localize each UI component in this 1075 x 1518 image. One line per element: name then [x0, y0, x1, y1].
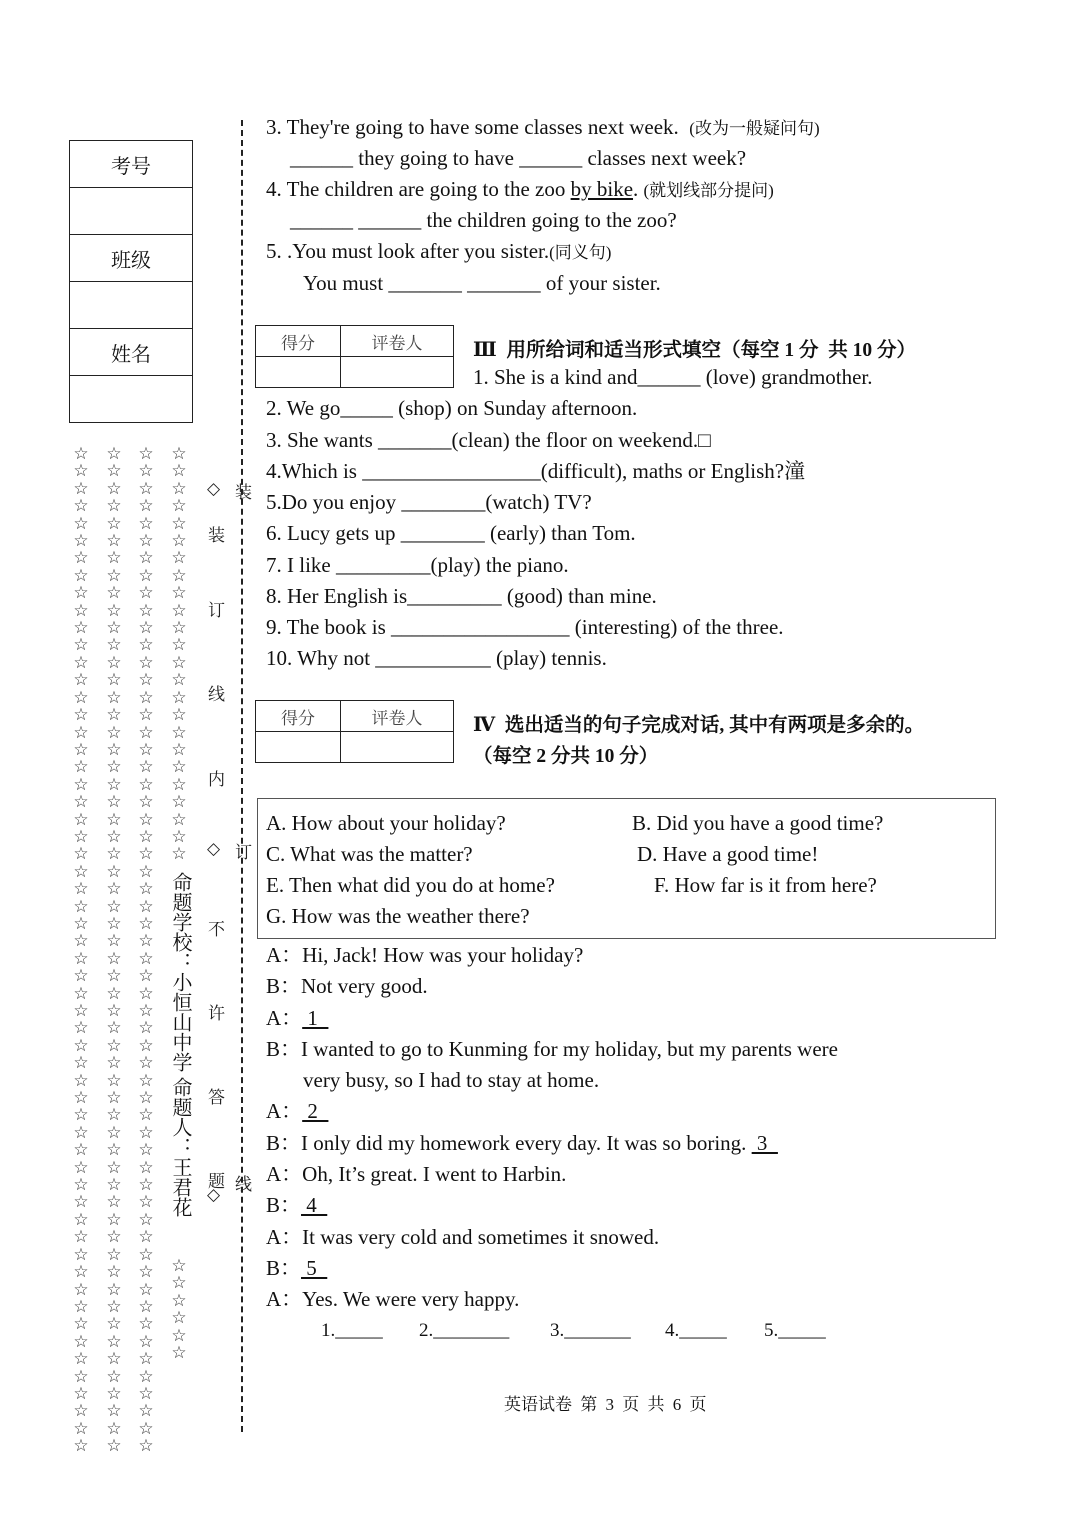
binding-dashed-line	[241, 120, 243, 1432]
binding-char: 答	[208, 1088, 225, 1107]
dialogue-line	[266, 1036, 838, 1062]
utterance: I wanted to go to Kunming for my holiday, but my parents were	[301, 1037, 838, 1061]
option-f: F. How far is it from here?	[654, 873, 877, 897]
utterance: Yes. We were very happy.	[302, 1287, 520, 1311]
answer-slot-4[interactable]: 4._____	[665, 1320, 727, 1341]
utterance: Not very good.	[301, 974, 428, 998]
class-field[interactable]	[70, 282, 193, 329]
option-b: B. Did you have a good time?	[632, 811, 884, 835]
binding-char: 订	[208, 601, 225, 620]
speaker: A：	[266, 1162, 303, 1186]
speaker: B：	[266, 1131, 302, 1155]
grader-cell[interactable]	[341, 357, 454, 388]
class-label: 班级	[70, 235, 193, 282]
s3-item-2: 2. We go_____ (shop) on Sunday afternoon.	[266, 396, 638, 420]
dialogue-line	[266, 973, 428, 999]
score-table-section4	[255, 700, 454, 763]
dialogue-line	[266, 1161, 566, 1187]
answer-blank-3[interactable]: 3	[751, 1131, 778, 1155]
speaker: A：	[266, 1006, 303, 1030]
binding-char: 装	[208, 526, 225, 545]
speaker: A：	[266, 943, 303, 967]
page-footer: 英语试卷 第 3 页 共 6 页	[504, 1395, 707, 1414]
dialogue-line	[266, 1098, 328, 1124]
answer-blank-5[interactable]: 5	[301, 1256, 328, 1280]
dialogue-line	[266, 1005, 328, 1031]
speaker: A：	[266, 1225, 303, 1249]
score-header: 得分	[256, 701, 341, 732]
exam-number-field[interactable]	[70, 188, 193, 235]
option-c: C. What was the matter?	[266, 842, 473, 866]
option-a: A. How about your holiday?	[266, 811, 506, 835]
q4-line1	[266, 176, 774, 204]
dialogue-line	[266, 1130, 778, 1156]
star-border-col-3: ☆☆☆☆☆☆☆☆☆☆☆☆☆☆☆☆☆☆☆☆☆☆☆☆☆☆☆☆☆☆☆☆☆☆☆☆☆☆☆☆☆☆☆☆☆☆☆☆☆☆☆☆☆☆☆☆☆☆	[138, 444, 154, 1457]
speaker: A：	[266, 1287, 303, 1311]
q3-sentence: 3. They're going to have some classes next week.	[266, 115, 679, 139]
name-field[interactable]	[70, 376, 193, 423]
s3-item-5: 5.Do you enjoy ________(watch) TV?	[266, 490, 592, 514]
option-d: D. Have a good time!	[637, 842, 819, 866]
binding-char: 装	[235, 483, 252, 502]
option-e: E. Then what did you do at home?	[266, 873, 555, 897]
speaker: B：	[266, 974, 302, 998]
q5-note: (同义句)	[549, 243, 612, 262]
s3-item-8: 8. Her English is_________ (good) than mine.	[266, 584, 657, 608]
dialogue-line: very busy, so I had to stay at home.	[303, 1068, 600, 1092]
binding-char: 订	[235, 843, 252, 862]
utterance: It was very cold and sometimes it snowed.	[302, 1225, 660, 1249]
student-info-table	[69, 140, 193, 423]
star-border-col-1: ☆☆☆☆☆☆☆☆☆☆☆☆☆☆☆☆☆☆☆☆☆☆☆☆☆☆☆☆☆☆☆☆☆☆☆☆☆☆☆☆☆☆☆☆☆☆☆☆☆☆☆☆☆☆☆☆☆☆	[73, 444, 89, 1457]
q5-line2: You must _______ _______ of your sister.	[303, 271, 661, 295]
speaker: B：	[266, 1256, 302, 1280]
s3-item-6: 6. Lucy gets up ________ (early) than Tom.	[266, 521, 636, 545]
name-label: 姓名	[70, 329, 193, 376]
section4-title-line2: （每空 2 分共 10 分）	[473, 746, 659, 767]
q4-underlined: by bike	[570, 177, 634, 201]
utterance: Oh, It’s great. I went to Harbin.	[302, 1162, 567, 1186]
binding-char: ◇	[207, 479, 221, 498]
grader-header: 评卷人	[341, 701, 454, 732]
binding-char: ◇	[207, 839, 221, 858]
answer-blank-4[interactable]: 4	[301, 1193, 328, 1217]
q4-period: .	[633, 177, 639, 201]
dialogue-line	[266, 1255, 327, 1281]
grader-header: 评卷人	[341, 326, 454, 357]
answer-blank-2[interactable]: 2	[302, 1099, 329, 1123]
star-border-col-4: ☆☆☆☆☆☆☆☆☆☆☆☆☆☆☆☆☆☆☆☆☆☆☆☆	[171, 446, 187, 865]
school-author-vertical: 命题学校：小恒山中学 命题人：王君花	[169, 872, 191, 1217]
utterance: Hi, Jack! How was your holiday?	[302, 943, 584, 967]
answer-blank-1[interactable]: 1	[302, 1006, 329, 1030]
binding-char: 许	[208, 1004, 225, 1023]
section3-title: Ⅲ 用所给词和适当形式填空（每空 1 分 共 10 分）	[473, 340, 916, 361]
s3-item-10: 10. Why not ___________ (play) tennis.	[266, 646, 607, 670]
score-table-section3	[255, 325, 454, 388]
answer-slot-3[interactable]: 3._______	[550, 1320, 631, 1341]
star-border-col-2: ☆☆☆☆☆☆☆☆☆☆☆☆☆☆☆☆☆☆☆☆☆☆☆☆☆☆☆☆☆☆☆☆☆☆☆☆☆☆☆☆☆☆☆☆☆☆☆☆☆☆☆☆☆☆☆☆☆☆	[106, 444, 122, 1457]
q4-sentence: 4. The children are going to the zoo	[266, 177, 571, 201]
q3-line2: ______ they going to have ______ classes next week?	[290, 146, 747, 170]
binding-char: 题	[208, 1172, 225, 1191]
score-cell[interactable]	[256, 732, 341, 763]
q4-line2: ______ ______ the children going to the zoo?	[290, 208, 677, 232]
binding-char: ◇	[207, 1185, 221, 1204]
score-cell[interactable]	[256, 357, 341, 388]
binding-char: 不	[208, 920, 225, 939]
s3-item-7: 7. I like _________(play) the piano.	[266, 553, 569, 577]
binding-char: 内	[208, 770, 225, 789]
score-header: 得分	[256, 326, 341, 357]
dialogue-line	[266, 1224, 659, 1250]
speaker: A：	[266, 1099, 303, 1123]
q5-line1	[266, 238, 611, 266]
exam-number-label: 考号	[70, 141, 193, 188]
q3-line1	[266, 114, 820, 142]
s3-item-3: 3. She wants _______(clean) the floor on weekend.□	[266, 428, 711, 452]
binding-char: 线	[235, 1175, 252, 1194]
s3-item-4: 4.Which is _________________(difficult), maths or English?潼	[266, 459, 806, 483]
dialogue-line	[266, 1286, 519, 1312]
grader-cell[interactable]	[341, 732, 454, 763]
dialogue-line	[266, 1192, 327, 1218]
answer-slot-2[interactable]: 2.________	[419, 1320, 510, 1341]
q4-note: (就划线部分提问)	[643, 181, 774, 200]
utterance: I only did my homework every day. It was so boring.	[301, 1131, 752, 1155]
option-g: G. How was the weather there?	[266, 904, 530, 928]
speaker: B：	[266, 1037, 302, 1061]
dialogue-line	[266, 942, 583, 968]
binding-char: 线	[208, 685, 225, 704]
answer-slot-1[interactable]: 1._____	[321, 1320, 383, 1341]
q5-sentence: 5. .You must look after you sister.	[266, 239, 550, 263]
s3-item-9: 9. The book is _________________ (interesting) of the three.	[266, 615, 784, 639]
section4-title-line1: Ⅳ 选出适当的句子完成对话, 其中有两项是多余的。	[473, 715, 925, 736]
q3-note: (改为一般疑问句)	[689, 119, 820, 138]
speaker: B：	[266, 1193, 302, 1217]
s3-item-1: 1. She is a kind and______ (love) grandmother.	[473, 365, 873, 389]
answer-slot-5[interactable]: 5._____	[764, 1320, 826, 1341]
star-border-col-4b: ☆☆☆☆☆☆	[171, 1258, 187, 1364]
